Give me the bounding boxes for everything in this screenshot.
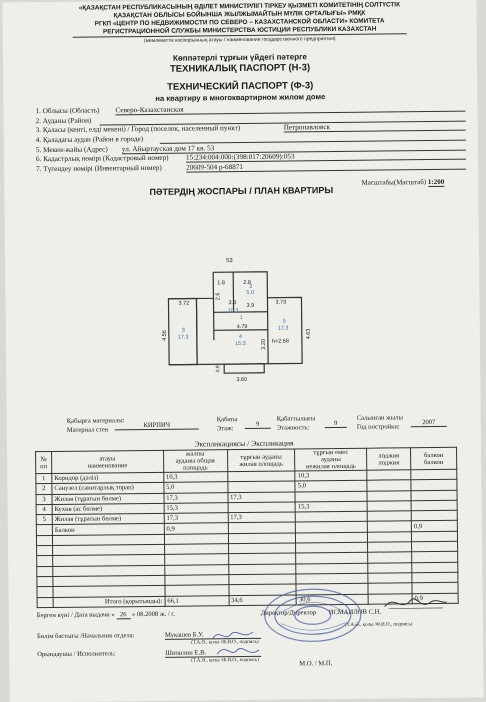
scale-value: 1:200 — [428, 178, 444, 187]
dim-kitchen-height: h=2.68 — [272, 339, 289, 345]
director-label: Директор/Директор — [261, 609, 316, 617]
table-cell: Жилая (тұратын бөлме) — [52, 493, 164, 504]
total-cell: Итого (қорытынды): — [53, 596, 165, 607]
header-text: атауы — [54, 454, 161, 462]
room-5-area: 17.3 — [278, 326, 289, 332]
header-text: наименование — [54, 461, 161, 469]
title-kz-main: ТЕХНИКАЛЫҚ ПАСПОРТ (Н-3) — [3, 61, 477, 77]
table-cell — [367, 521, 411, 532]
plan-title: ПӘТЕРДІҢ ЖОСПАРЫ / ПЛАН КВАРТИРЫ — [4, 184, 478, 199]
table-cell — [227, 481, 295, 492]
wall-material-label: Қабырға материалы: — [67, 417, 125, 425]
table-cell — [411, 510, 457, 521]
dim-balcony-width: 3.60 — [236, 377, 247, 383]
table-cell — [228, 502, 296, 513]
room-1-area: 10.3 — [228, 308, 239, 314]
table-cell — [164, 544, 228, 555]
header-text: ауданы — [297, 456, 364, 464]
room-4-number: 4 — [239, 334, 242, 340]
wall-material-value: КИРПИЧ — [115, 421, 199, 430]
table-cell: 0,9 — [411, 521, 457, 532]
table-cell — [367, 480, 411, 491]
table-cell: 5,0 — [164, 482, 228, 493]
explication-header-cell — [163, 450, 227, 473]
table-cell — [228, 553, 296, 564]
table-cell — [228, 522, 296, 533]
header-text: лоджия — [369, 452, 408, 459]
table-cell: 17,3 — [164, 513, 228, 524]
table-cell — [296, 532, 368, 543]
explication-header-cell — [227, 449, 295, 472]
total-cell: 34,6 — [229, 595, 297, 606]
explication-header-cell — [295, 448, 367, 471]
table-cell: 15,3 — [295, 501, 367, 512]
dim-right-height: 4.63 — [306, 329, 312, 340]
header-text: жалпы — [166, 450, 225, 458]
field-city-value: Петропавловск — [284, 122, 466, 133]
room-3-number: 3 — [182, 328, 185, 334]
wall-right-room — [267, 298, 268, 364]
table-cell — [37, 587, 53, 597]
table-cell — [164, 554, 228, 565]
document-sheet — [2, 0, 483, 702]
director-fio: (Т.А.Ә., қолы /Ф.И.О., подпись) — [345, 622, 413, 628]
dim-wc-width: 2.8 — [243, 280, 251, 286]
table-cell: 4 — [36, 504, 52, 514]
header-text: лоджия — [369, 459, 408, 466]
balcony-outline — [224, 364, 264, 373]
floors-value: 9 — [325, 420, 347, 428]
header-text: балкон — [413, 458, 454, 465]
title-kz-sub: Көппәтерлі тұрғын үйдегі пәтерге — [3, 51, 477, 65]
table-cell: 0,9 — [164, 523, 228, 534]
dim-balcony-height: 0.9 — [215, 365, 221, 372]
explication-header-cell — [367, 448, 411, 470]
room-4-area: 15.3 — [235, 341, 246, 347]
apartment-number: 53 — [226, 258, 233, 264]
field-region-label: 1. Облысы (Область) — [35, 106, 99, 115]
table-cell — [37, 566, 53, 576]
table-cell — [36, 525, 52, 535]
dim-left-height: 4.56 — [162, 330, 168, 341]
explication-title: Экспликациясы / Экспликация — [7, 437, 481, 451]
title-ru-sub: на квартиру в многоквартирном жилом доме — [3, 91, 477, 105]
table-cell — [164, 533, 228, 544]
issue-date-label: Берген күні / Дата выдачи — [37, 611, 110, 619]
executor-signature — [213, 642, 263, 661]
scale-label: Масштабы(Масштаб) — [361, 178, 426, 187]
field-city-label: 3. Қаласы (кенті, елді мекені) / Город (поселок, населенный пункт) — [36, 124, 241, 134]
floor-value: 9 — [245, 421, 271, 429]
table-cell — [368, 532, 412, 543]
total-cell: 30,6 — [296, 594, 368, 605]
floor-label: Қабаты — [217, 416, 238, 423]
table-cell — [228, 543, 296, 554]
table-cell — [367, 501, 411, 512]
room-2-area: 5.0 — [246, 290, 254, 296]
table-cell — [367, 470, 411, 481]
table-cell — [412, 572, 458, 583]
dept-head-fio: (Т.А.Ә., қолы /Ф.И.О., подпись) — [191, 640, 259, 646]
total-cell — [37, 597, 53, 607]
floors-label-ru: Этажность: — [277, 424, 310, 431]
field-address-value: ул. Айыртауская дом 17 кв. 53 — [122, 142, 466, 155]
issue-date-rest: 08.2008 ж. / г. — [137, 611, 175, 618]
explication-header-cell — [411, 447, 457, 469]
table-cell — [227, 471, 295, 482]
table-cell: 17,3 — [164, 492, 228, 503]
field-region-value: Северо-Казахстанская — [115, 103, 465, 116]
table-cell — [228, 533, 296, 544]
header-text: ауданы общая — [166, 457, 225, 465]
wall-left-room — [196, 298, 197, 364]
issue-day: 26 — [116, 611, 130, 619]
dim-bath-height: 2.6 — [215, 293, 221, 301]
director-signature — [381, 590, 451, 615]
dept-head-label: Бөлім бастығы /Начальник отдела: — [37, 632, 135, 640]
dim-bath-width: 1.8 — [217, 280, 225, 286]
header-text: нежилая площадь — [298, 463, 365, 471]
wall-bath-bottom — [214, 312, 268, 313]
table-cell — [295, 491, 367, 502]
field-address-label: 5. Мекен-жайы (Адрес) — [36, 145, 108, 154]
table-cell: Коридор (дәліз) — [52, 472, 164, 483]
table-cell — [411, 500, 457, 511]
header-text: № — [38, 456, 49, 463]
field-cadastral-value: 15:234:004:000:(398:017:20609):053 — [186, 151, 466, 163]
table-cell — [368, 573, 412, 584]
header-line-3: РГКП «ЦЕНТР ПО НЕДВИЖИМОСТИ ПО СЕВЕРО – КАЗАХСТАНСКОЙ ОБЛАСТИ» КОМИТЕТА — [3, 17, 477, 30]
table-cell: 15,3 — [164, 503, 228, 514]
header-line-1: «ҚАЗАҚСТАН РЕСПУБЛИКАСЫНЫҢ ӘДІЛЕТ МИНИСТРЛІГІ ТІРКЕУ ҚЫЗМЕТІ КОМИТЕТІНІҢ СОЛТҮСТІК — [2, 1, 476, 14]
table-cell — [36, 535, 52, 545]
dim-right-top: 3.73 — [275, 300, 286, 306]
header-line-5: (мемлекеттік кәсіпорынның атауы / наименование государственного предприятия) — [3, 34, 477, 47]
table-cell — [411, 531, 457, 542]
header-line-4: РЕГИСТРАЦИОННОЙ СЛУЖБЫ МИНИСТЕРСТВА ЮСТИЦИИ РЕСПУБЛИКИ КАЗАХСТАН — [3, 25, 477, 38]
table-cell: Санузел (санитарлық торап) — [52, 483, 164, 494]
table-cell: 5,0 — [295, 481, 367, 492]
room-2-number: 2 — [249, 284, 252, 290]
header-text: пп — [38, 463, 49, 470]
year-value: 2007 — [411, 419, 447, 427]
table-cell — [412, 552, 458, 563]
executor-label: Орындаушы / Исполнитель: — [37, 650, 116, 658]
field-district-label: 2. Ауданы (Район) — [36, 117, 92, 126]
executor-fio: (Т.А.Ә., қолы /Ф.И.О., подпись) — [191, 658, 259, 664]
room-3-area: 17.3 — [178, 335, 189, 341]
table-cell — [367, 511, 411, 522]
header-line-2: ҚАЗАҚСТАН ОБЛЫСЫ БОЙЫНША ЖЫЛЖЫМАЙТЫН МҮЛІК ОРТАЛЫҒЫ» РМҚК — [2, 9, 476, 22]
issue-date: Берген күні / Дата выдачи « 26 » 08.2008 ж. / г. — [37, 611, 175, 620]
table-cell — [296, 511, 368, 522]
director-name: ИСМАИЛОВ С.Н. — [329, 609, 381, 617]
table-cell: 3 — [36, 494, 52, 504]
room-1-number: 1 — [240, 315, 243, 321]
table-cell — [411, 469, 457, 480]
table-cell: Кухня (ас бөлме) — [52, 503, 164, 514]
header-text: жилая площадь — [230, 460, 293, 468]
table-cell: 10,3 — [295, 470, 367, 481]
table-cell — [411, 490, 457, 501]
table-cell — [164, 564, 228, 575]
dim-left-top: 3.72 — [178, 301, 189, 307]
official-seal — [252, 575, 373, 646]
dim-wall-height: 3.20 — [261, 339, 267, 350]
explication-table — [35, 447, 459, 608]
table-cell: 2 — [36, 484, 52, 494]
table-cell — [37, 556, 53, 566]
table-cell: Балкон — [52, 524, 164, 535]
table-cell — [368, 542, 412, 553]
table-cell — [296, 522, 368, 533]
field-inventory-label: 7. Түгендеу нөмірі (Инвентарный номер) — [36, 164, 162, 173]
table-cell — [228, 564, 296, 575]
header-text: тұрғын ауданы — [230, 453, 293, 461]
table-cell — [37, 546, 53, 556]
field-inventory-value: 20609-504 р-68871 — [186, 161, 466, 173]
table-cell: 17,3 — [228, 512, 296, 523]
dim-corridor-height: 3.3 — [228, 300, 236, 306]
header-text: тұрғын емес — [297, 449, 364, 457]
table-cell — [368, 552, 412, 563]
table-cell: 10,3 — [163, 472, 227, 483]
dim-corridor-width: 3.9 — [247, 303, 255, 309]
header-text: площадь — [166, 464, 225, 472]
total-cell: 66,1 — [165, 595, 229, 606]
table-cell — [165, 585, 229, 596]
table-cell — [411, 480, 457, 491]
table-cell — [165, 575, 229, 586]
table-cell: 1 — [36, 474, 52, 484]
table-cell — [37, 576, 53, 586]
table-cell: 5 — [36, 515, 52, 525]
table-cell: 17,3 — [228, 492, 296, 503]
total-cell: 0,9 — [412, 593, 458, 604]
table-cell — [412, 541, 458, 552]
table-cell — [296, 553, 368, 564]
stamp-place: М.О. / М.П. — [299, 660, 332, 667]
table-cell: Жилая (тұратын бөлме) — [52, 514, 164, 525]
field-cadastral-label: 6. Кадастрлық нөмірі (Кадастровый номер) — [36, 154, 169, 163]
wall-material-label-ru: Материал стен — [67, 426, 109, 433]
table-cell — [296, 563, 368, 574]
field-city-district-label: 4. Қаладағы аудан (Район в городе) — [36, 135, 143, 144]
executor-name: Шипилин Е.В. — [165, 649, 261, 658]
room-5-number: 5 — [283, 319, 286, 325]
year-label: Салынған жылы — [357, 414, 403, 421]
header-text: балкон — [413, 451, 454, 458]
table-cell — [412, 562, 458, 573]
floor-label-ru: Этаж: — [217, 425, 234, 432]
floors-label: Қабаттылығы — [277, 415, 316, 422]
table-cell — [367, 490, 411, 501]
explication-header-cell — [52, 450, 164, 473]
table-cell — [296, 542, 368, 553]
floor-plan — [2, 0, 480, 402]
title-ru-main: ТЕХНИЧЕСКИЙ ПАСПОРТ (Ф-3) — [3, 79, 477, 95]
dept-head-name: Мукашев Б.У. — [165, 631, 261, 640]
year-label-ru: Год постройки: — [357, 423, 400, 430]
table-cell — [368, 562, 412, 573]
dim-kitchen-width: 4.79 — [237, 324, 248, 330]
explication-header-cell — [36, 452, 52, 474]
